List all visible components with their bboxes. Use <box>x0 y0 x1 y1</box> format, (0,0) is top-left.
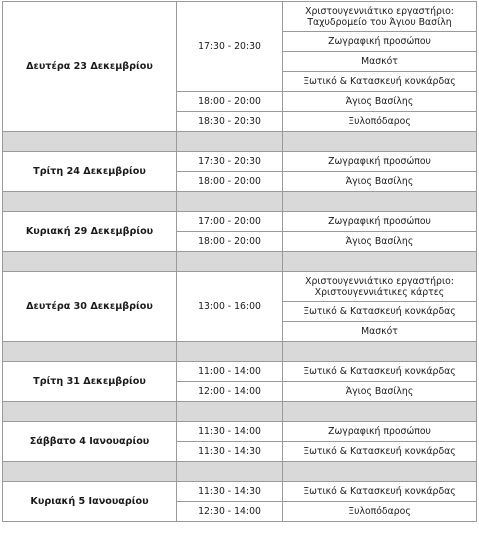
activity-cell: Άγιος Βασίλης <box>283 232 477 252</box>
schedule-table <box>2 1 477 522</box>
separator-cell <box>3 132 177 152</box>
separator-cell <box>3 462 177 482</box>
table-row <box>3 2 477 32</box>
activity-cell: Χριστουγεννιάτικο εργαστήριο: Χριστουγεννιάτικες κάρτες <box>283 272 477 302</box>
time-cell: 17:30 - 20:30 <box>177 2 283 92</box>
activity-cell: Ξυλοπόδαρος <box>283 112 477 132</box>
activity-cell: Ξωτικό & Κατασκευή κονκάρδας <box>283 302 477 322</box>
separator-cell <box>177 132 283 152</box>
separator-cell <box>283 462 477 482</box>
table-row <box>3 212 477 232</box>
separator-row <box>3 252 477 272</box>
separator-cell <box>177 462 283 482</box>
time-cell: 12:30 - 14:00 <box>177 502 283 522</box>
time-cell: 11:00 - 14:00 <box>177 362 283 382</box>
activity-cell: Ξωτικό & Κατασκευή κονκάρδας <box>283 442 477 462</box>
separator-cell <box>283 132 477 152</box>
time-cell: 11:30 - 14:30 <box>177 442 283 462</box>
day-cell: Τρίτη 24 Δεκεμβρίου <box>3 152 177 192</box>
activity-cell: Μασκότ <box>283 322 477 342</box>
table-row <box>3 422 477 442</box>
activity-cell: Ξυλοπόδαρος <box>283 502 477 522</box>
separator-cell <box>177 252 283 272</box>
time-cell: 18:00 - 20:00 <box>177 172 283 192</box>
day-cell: Κυριακή 5 Ιανουαρίου <box>3 482 177 522</box>
day-cell: Τρίτη 31 Δεκεμβρίου <box>3 362 177 402</box>
time-cell: 18:30 - 20:30 <box>177 112 283 132</box>
day-cell: Κυριακή 29 Δεκεμβρίου <box>3 212 177 252</box>
activity-cell: Ξωτικό & Κατασκευή κονκάρδας <box>283 482 477 502</box>
separator-cell <box>283 192 477 212</box>
time-cell: 11:30 - 14:00 <box>177 422 283 442</box>
activity-cell: Ζωγραφική προσώπου <box>283 422 477 442</box>
separator-cell <box>177 192 283 212</box>
separator-row <box>3 402 477 422</box>
separator-cell <box>3 192 177 212</box>
time-cell: 13:00 - 16:00 <box>177 272 283 342</box>
separator-cell <box>283 252 477 272</box>
activity-cell: Ξωτικό & Κατασκευή κονκάρδας <box>283 362 477 382</box>
table-row <box>3 152 477 172</box>
table-row <box>3 362 477 382</box>
day-cell: Σάββατο 4 Ιανουαρίου <box>3 422 177 462</box>
day-cell: Δευτέρα 23 Δεκεμβρίου <box>3 2 177 132</box>
separator-cell <box>3 252 177 272</box>
separator-row <box>3 132 477 152</box>
table-row <box>3 482 477 502</box>
schedule-body <box>3 2 477 522</box>
separator-cell <box>3 342 177 362</box>
activity-cell: Ζωγραφική προσώπου <box>283 152 477 172</box>
activity-cell: Άγιος Βασίλης <box>283 92 477 112</box>
separator-cell <box>283 402 477 422</box>
time-cell: 17:00 - 20:00 <box>177 212 283 232</box>
time-cell: 17:30 - 20:30 <box>177 152 283 172</box>
separator-row <box>3 342 477 362</box>
day-cell: Δευτέρα 30 Δεκεμβρίου <box>3 272 177 342</box>
separator-cell <box>3 402 177 422</box>
time-cell: 12:00 - 14:00 <box>177 382 283 402</box>
activity-cell: Χριστουγεννιάτικο εργαστήριο: Ταχυδρομείο του Άγιου Βασίλη <box>283 2 477 32</box>
activity-cell: Ζωγραφική προσώπου <box>283 212 477 232</box>
separator-row <box>3 462 477 482</box>
time-cell: 18:00 - 20:00 <box>177 232 283 252</box>
activity-cell: Άγιος Βασίλης <box>283 172 477 192</box>
separator-cell <box>283 342 477 362</box>
activity-cell: Άγιος Βασίλης <box>283 382 477 402</box>
separator-cell <box>177 342 283 362</box>
separator-row <box>3 192 477 212</box>
table-row <box>3 272 477 302</box>
separator-cell <box>177 402 283 422</box>
activity-cell: Ζωγραφική προσώπου <box>283 32 477 52</box>
time-cell: 18:00 - 20:00 <box>177 92 283 112</box>
activity-cell: Ξωτικό & Κατασκευή κονκάρδας <box>283 72 477 92</box>
time-cell: 11:30 - 14:30 <box>177 482 283 502</box>
activity-cell: Μασκότ <box>283 52 477 72</box>
